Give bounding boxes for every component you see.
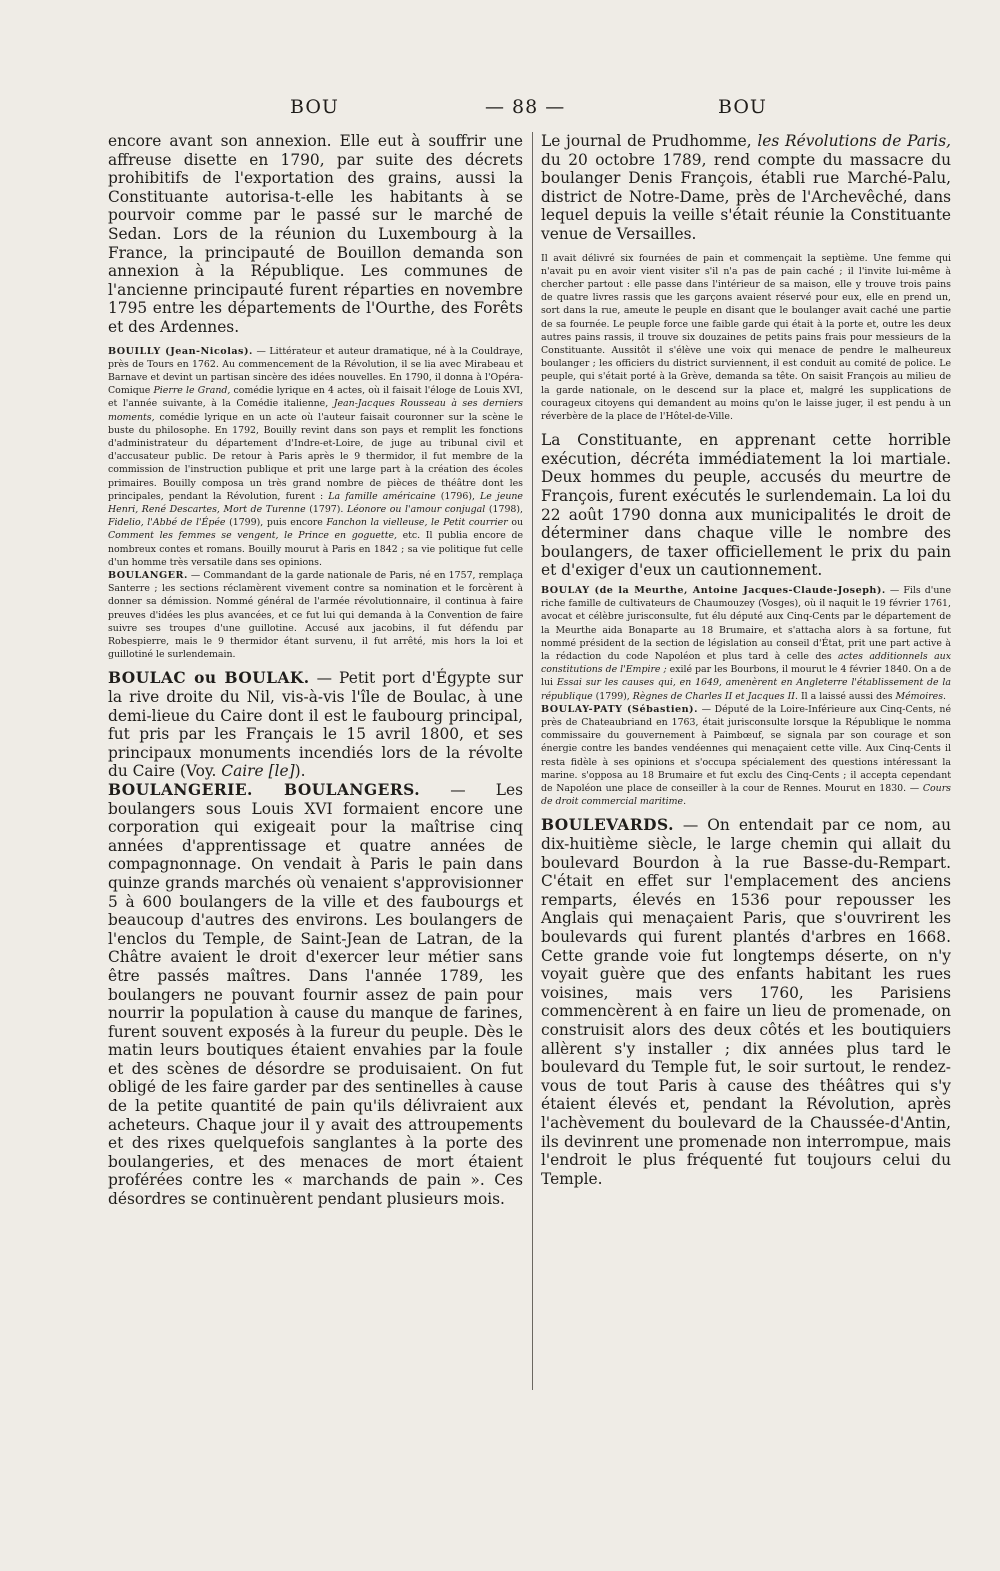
- entry-text: (1799), puis encore: [225, 517, 327, 529]
- work-title: La famille américaine: [328, 490, 436, 502]
- entry-title: BOULAY-PATY (Sébastien).: [541, 703, 698, 715]
- entry-text: (1796),: [435, 490, 481, 502]
- column-rule: [532, 132, 533, 1390]
- entry-text: ou: [507, 517, 524, 529]
- entry-boulay-paty: [541, 703, 951, 809]
- constituante-paragraph: La Constituante, en apprenant cette horrible exécution, décréta immédiatement la loi martiale. Deux hommes du peuple, accusés du meurtre de François, furent exécutés le surlendemain. La loi du 22 août 1790 donna aux municipalités le droit de déterminer dans chaque ville le nombre des boulangers, de taxer officiellement le prix du pain et d'exiger d'eux un cautionnement.: [541, 431, 951, 580]
- entry-text: — Commandant de la garde nationale de Paris, né en 1757, remplaça Santerre ; les sections réclamèrent vivement contre sa nomination et le forcèrent à donner sa démission. Nommé général de l'armée révolutionnaire, il continua à faire preuves d'idées les plus avancées, et ce fut lui qui demanda à la Convention de faire suivre ses troupes d'une guillotine. Accusé aux jacobins, il fut défendu par Robespierre, mais le 9 thermidor étant survenu, il fut arrêté, mis hors la loi et guillotiné le surlendemain.: [108, 569, 523, 661]
- work-title: Mémoires.: [895, 690, 947, 702]
- entry-text: — Petit port d'Égypte sur la rive droite du Nil, vis-à-vis l'île de Boulac, à une demi-lieue du Caire dont il est le faubourg principal, fut pris par les Français le 15 avril 1800, et ses principaux monuments incendiés lors de la révolte du Caire (Voy.: [108, 669, 523, 781]
- entry-text: Le journal de Prudhomme,: [541, 132, 758, 150]
- work-title: Règnes de Charles II et Jacques II.: [632, 690, 798, 702]
- entry-text: — Député de la Loire-Inférieure aux Cinq-Cents, né près de Chateaubriand en 1763, était jurisconsulte lorsque la République le nomma commissaire du gouvernement à Paimbœuf, se signala par son courage et son énergie contre les bandes vendéennes qui menaçaient cette ville. Aux Cinq-Cents il resta fidèle à ses opinions et s'occupa spécialement des questions intéressant la marine. s'opposa au 18 Brumaire et fut exclu des Cinq-Cents ; il accepta cependant de Napoléon une place de conseiller à la cour de Rennes. Mourut en 1830. —: [541, 703, 952, 794]
- work-title: Fidelio, l'Abbé de l'Épée: [108, 517, 226, 529]
- header-left: BOU: [290, 96, 339, 118]
- entry-text: (1799),: [592, 690, 633, 702]
- entry-boulac: [108, 669, 523, 781]
- entry-text: etc. Il publia encore de nombreux contes et romans. Bouilly mourut à Paris en 1842 ; sa vie politique fut celle d'un homme très versatile dans ses opinions.: [108, 530, 523, 568]
- entry-title: BOUILLY (Jean-Nicolas).: [108, 345, 253, 357]
- left-column: [108, 132, 523, 1209]
- entry-boulay: [541, 584, 951, 703]
- entry-bouilly: [108, 345, 523, 569]
- entry-title: BOULANGERIE. BOULANGERS.: [108, 780, 421, 799]
- entry-title: BOULEVARDS.: [541, 816, 674, 835]
- work-title: Léonore ou l'amour conjugal: [347, 503, 486, 515]
- quotation: Il avait délivré six fournées de pain et commençait la septième. Une femme qui n'avait pu en avoir vient visiter s'il n'a pas de pain caché ; il l'invite lui-même à chercher partout : elle passe dans l'intérieur de sa maison, elle y trouve trois pains de quatre livres rassis que les garçons avaient réservé pour eux, elle en prend un, sort dans la rue, ameute le peuple en disant que le boulanger avait caché une partie de sa fournée. Le peuple force une faible garde qui était à la porte et, outre les deux autres pains rassis, il trouve six douzaines de petits pains frais pour messieurs de la Constituante. Aussitôt il s'élève une voix qui menace de pendre le malheureux boulanger ; les officiers du district surviennent, il est conduit au comité de police. Le peuple, qui s'était porté à la Grève, demanda sa tête. On saisit François au milieu de la garde nationale, on le descend sur la place et, malgré les supplications de courageux citoyens qui demandent au moins qu'on le laisse juger, il est pendu à un réverbère de la place de l'Hôtel-de-Ville.: [541, 252, 951, 422]
- bouillon-paragraph: encore avant son annexion. Elle eut à souffrir une affreuse disette en 1790, par suite des décrets prohibitifs de l'exportation des grains, aussi la Constituante autorisa-t-elle les habitants à se pourvoir comme par le passé sur le marché de Sedan. Lors de la réunion du Luxembourg à la France, la principauté de Bouillon demanda son annexion à la République. Les communes de l'ancienne principauté furent réparties en novembre 1795 entre les départements de l'Ourthe, des Forêts et des Ardennes.: [108, 132, 523, 336]
- entry-text: — On entendait par ce nom, au dix-huitième siècle, le large chemin qui allait du boulevard Bourdon à la rue Basse-du-Rempart. C'était en effet sur l'emplacement des anciens remparts, élevés en 1536 pour repousser les Anglais qui menaçaient Paris, que s'ouvrirent les boulevards qui furent plantés d'arbres en 1668. Cette grande voie fut longtemps déserte, on n'y voyait guère que des enfants habitant les rues voisines, mais vers 1760, les Parisiens commencèrent à en faire un lieu de promenade, on construisit alors des deux côtés et les boutiquiers allèrent s'y installer ; dix années plus tard le boulevard du Temple fut, le soir surtout, le rendez-vous de tout Paris à cause des théâtres qui s'y étaient élevés et, pendant la Révolution, après l'achèvement du boulevard de la Chaussée-d'Antin, ils devinrent une promenade non interrompue, mais l'endroit le plus fréquenté fut toujours celui du Temple.: [541, 816, 951, 1188]
- work-title: Jean-Jacques Rousseau à ses derniers moments,: [108, 398, 523, 423]
- page-number: — 88 —: [485, 96, 566, 118]
- right-column: [541, 132, 951, 1188]
- work-title: Pierre le Grand,: [153, 385, 231, 397]
- running-header: [0, 96, 1000, 126]
- entry-boulanger: [108, 569, 523, 661]
- header-right: BOU: [718, 96, 767, 118]
- entry-title: BOULANGER.: [108, 569, 188, 581]
- cross-reference: Caire [le]: [221, 762, 295, 781]
- work-title: Essai sur les causes qui, en 1649, amenèrent en Angleterre l'établissement de la république: [541, 677, 951, 702]
- entry-text: — Les boulangers sous Louis XVI formaient encore une corporation qui exigeait pour la maîtrise cinq années d'apprentissage et quatre années de compagnonnage. On vendait à Paris le pain dans quinze grands marchés où venaient s'approvisionner 5 à 600 boulangers de la ville et des faubourgs et beaucoup d'autres des environs. Les boulangers de l'enclos du Temple, de Saint-Jean de Latran, de la Châtre avaient le droit d'exercer leur métier sans être passés maîtres. Dans l'année 1789, les boulangers ne pouvant fournir assez de pain pour nourrir la population à cause du manque de farines, furent souvent exposés à la fureur du peuple. Dès le matin leurs boutiques étaient envahies par la foule et des scènes de désordre se produisaient. On fut obligé de les faire garder par des sentinelles à cause de la petite quantité de pain qu'ils délivraient aux acheteurs. Chaque jour il y avait des attroupements et des rixes quelquefois sanglantes à la porte des boulangeries, et des menaces de mort étaient proférées contre les « marchands de pain ». Ces désordres se continuèrent pendant plusieurs mois.: [108, 780, 524, 1209]
- entry-title: BOULAC ou BOULAK.: [108, 669, 310, 688]
- entry-text: ).: [294, 762, 306, 781]
- entry-text: comédie lyrique en un acte où l'auteur faisait couronner sur la scène le buste du philosophe. En 1792, Bouilly revint dans son pays et remplit les fonctions d'administrateur du département d'Indre-et-Loire, de juge au tribunal civil et d'accusateur public. De retour à Paris après le 9 thermidor, il fut membre de la commission de l'instruction publique et prit une large part à la création des écoles primaires. Bouilly composa un très grand nombre de pièces de théâtre dont les principales, pendant la Révolution, furent :: [108, 411, 523, 502]
- entry-text: (1798),: [485, 503, 524, 515]
- work-title: Comment les femmes se vengent, le Prince en goguette,: [108, 530, 397, 542]
- journal-paragraph: [541, 132, 951, 244]
- entry-text: comédie lyrique en 4 actes, où il faisait l'éloge de Louis XVI, et l'année suivante, à la Comédie italienne,: [108, 385, 523, 410]
- entry-text: exilé par les Bourbons, il mourut le 4 février 1840. On a de lui: [541, 664, 951, 689]
- work-title: Le jeune Henri, René Descartes, Mort de Turenne: [108, 490, 523, 515]
- entry-text: du 20 octobre 1789, rend compte du massacre du boulanger Denis François, établi rue Marché-Palu, district de Notre-Dame, près de l'Archevêché, dans lequel depuis la veille s'était réunie la Constituante venue de Versailles.: [541, 150, 951, 243]
- entry-text: — Fils d'une riche famille de cultivateurs de Chaumouzey (Vosges), où il naquit le 19 février 1761, avocat et célèbre jurisconsulte, fut élu député aux Cinq-Cents par le département de la Meurthe aida Bonaparte au 18 Brumaire, et s'attacha alors à sa fortune, fut nommé président de la section de législation au conseil d'État, prit une part active à la rédaction du code Napoléon et plus tard à celle des: [541, 584, 951, 662]
- entry-boulevards: [541, 816, 951, 1188]
- entry-title: BOULAY (de la Meurthe, Antoine Jacques-Claude-Joseph).: [541, 584, 886, 596]
- work-title: Fanchon la vielleuse, le Petit courrier: [326, 517, 508, 529]
- entry-text: — Littérateur et auteur dramatique, né à la Couldraye, près de Tours en 1762. Au commencement de la Révolution, il se lia avec Mirabeau et Barnave et devint un partisan sincère des idées nouvelles. En 1790, il donna à l'Opéra-Comique: [108, 345, 523, 397]
- entry-text: Il a laissé aussi des: [797, 690, 896, 702]
- entry-text: (1797).: [305, 503, 347, 515]
- work-title: actes additionnels aux constitutions de l'Empire ;: [541, 650, 951, 676]
- work-title: les Révolutions de Paris,: [757, 132, 951, 150]
- work-title: Cours de droit commercial maritime.: [541, 783, 951, 808]
- entry-boulangerie: [108, 781, 523, 1209]
